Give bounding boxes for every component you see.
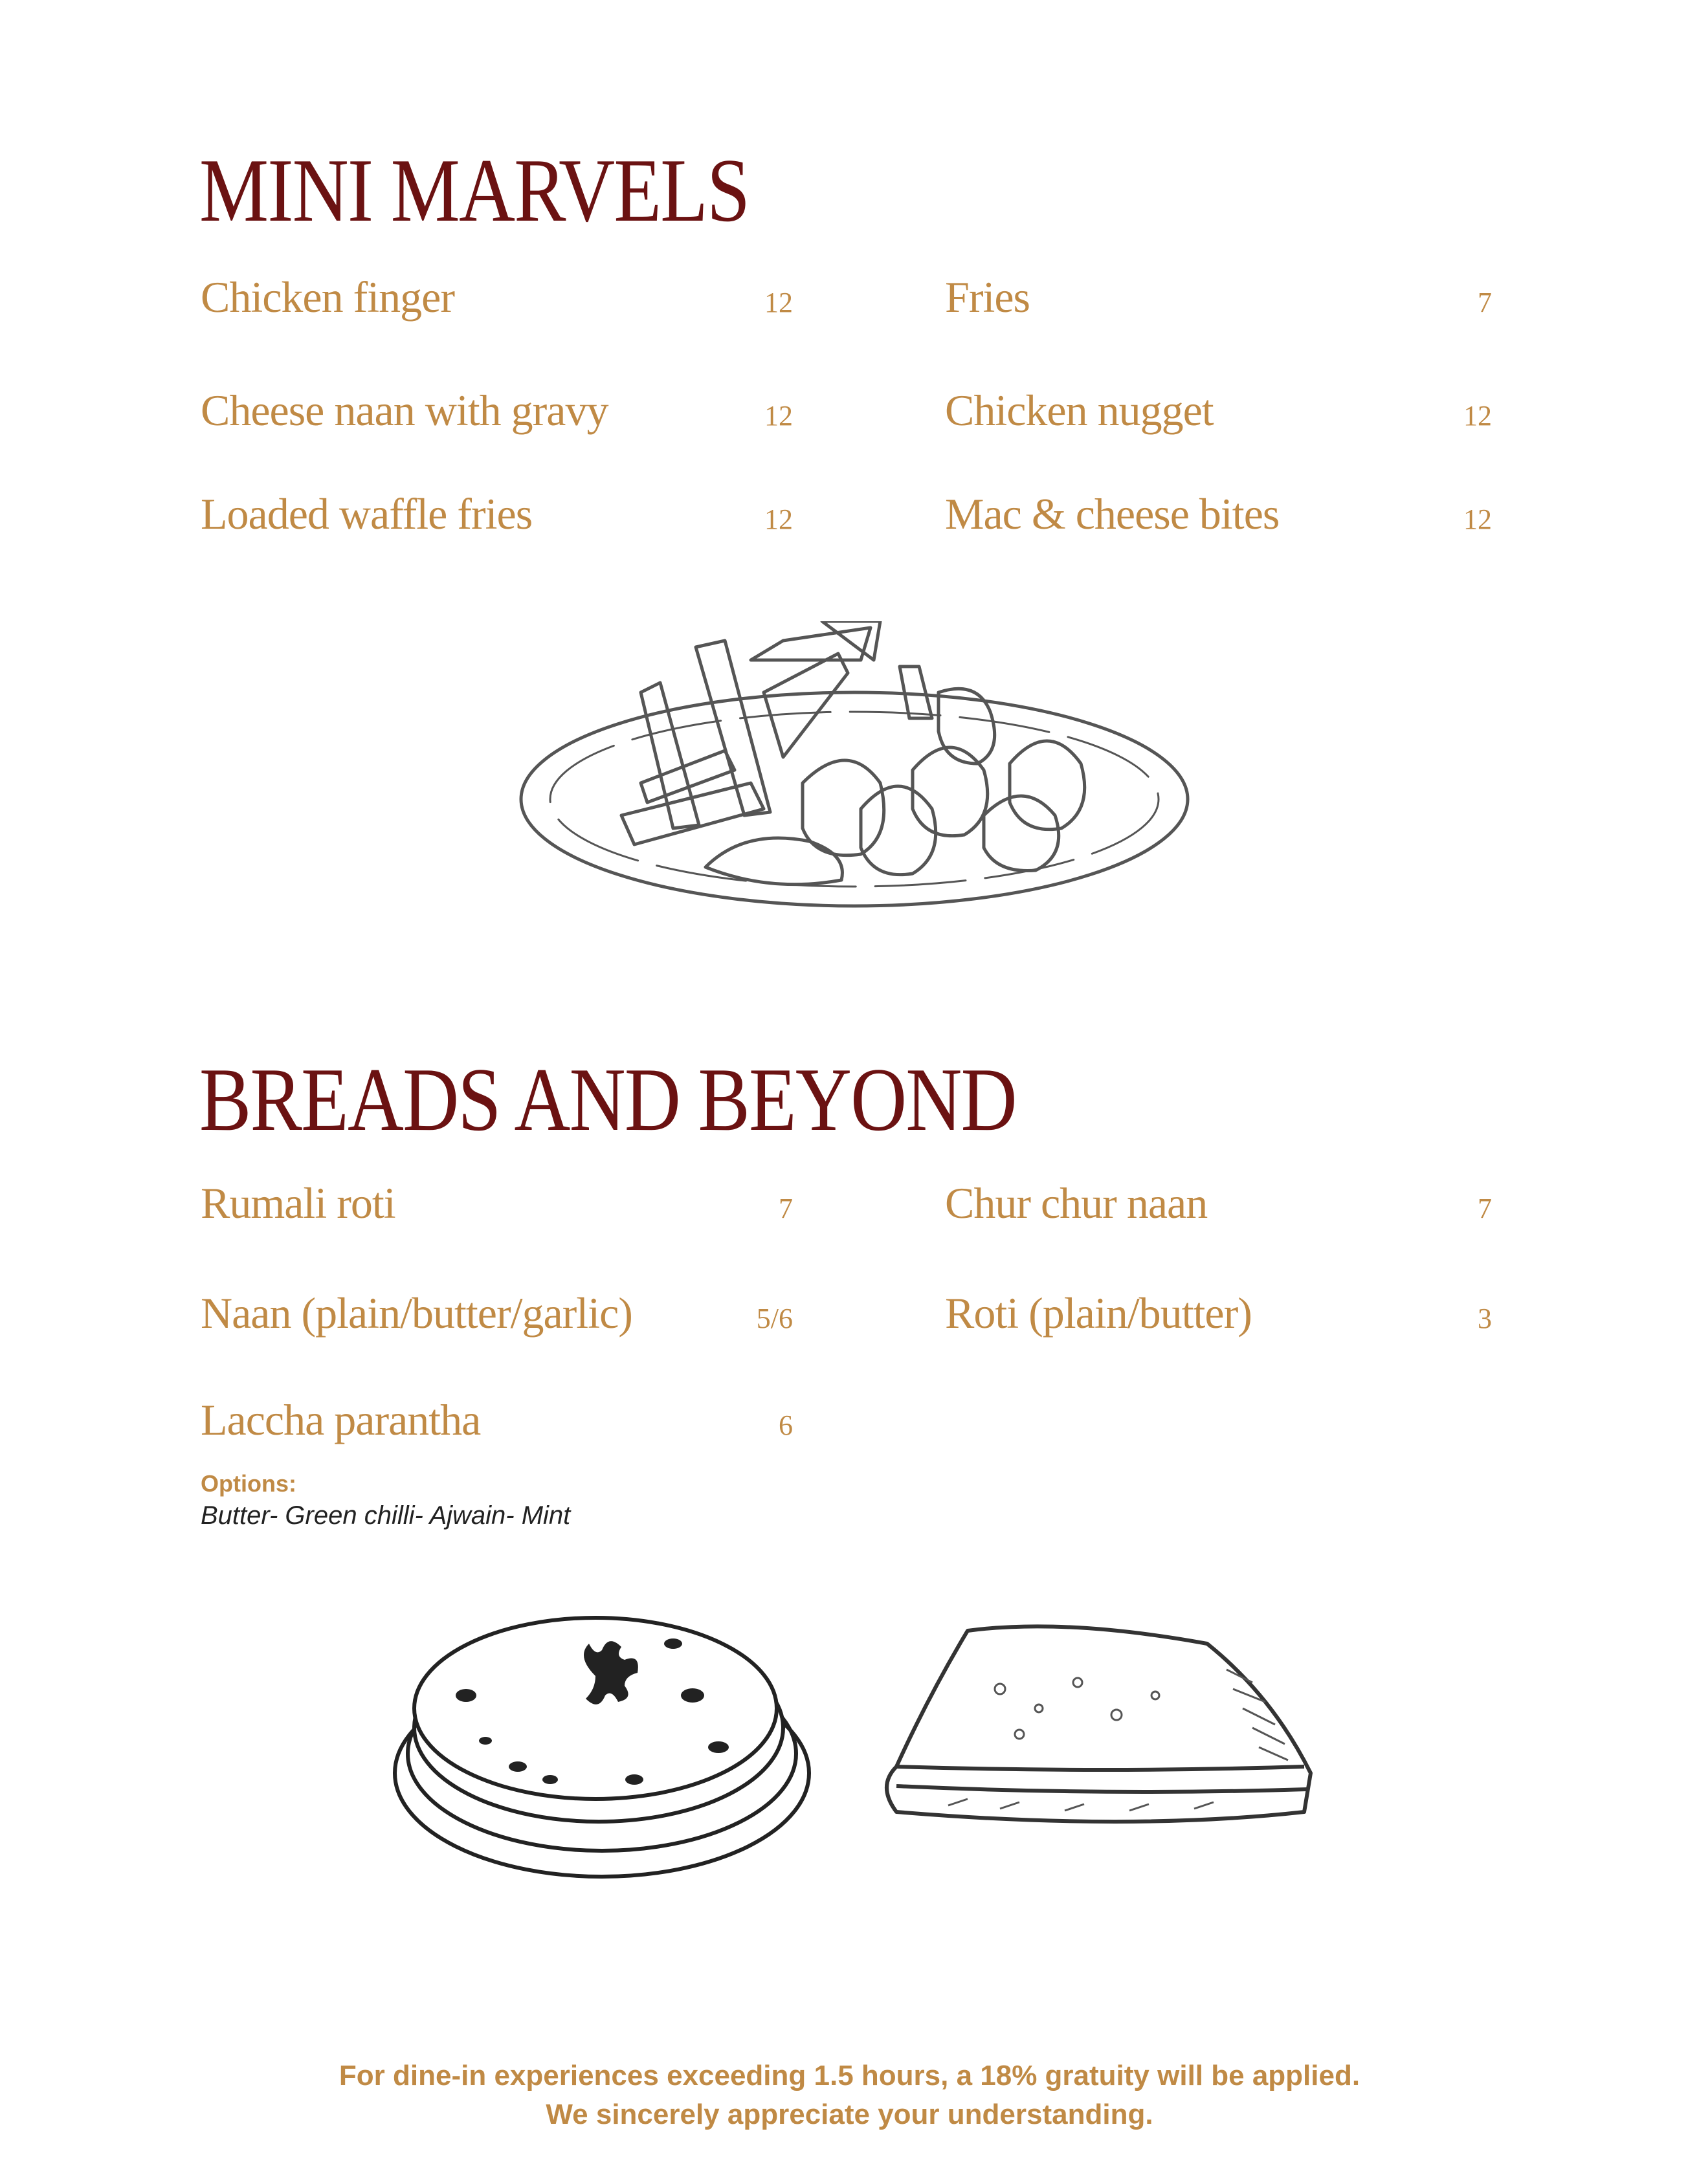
menu-item [945,489,1492,540]
menu-item [201,272,793,324]
options-label: Options: [201,1470,296,1497]
menu-item [945,1288,1492,1340]
menu-item [201,1395,793,1446]
menu-item [945,1178,1492,1230]
item-name: Chicken nugget [945,386,1214,435]
item-price: 5/6 [756,1303,793,1334]
item-name: Mac & cheese bites [945,489,1280,538]
item-price: 7 [779,1193,793,1224]
item-name: Fries [945,272,1030,322]
item-name: Chur chur naan [945,1178,1208,1228]
item-price: 6 [779,1409,793,1441]
section-title-breads-and-beyond: BREADS AND BEYOND [199,1050,1016,1150]
menu-item [945,385,1492,437]
item-price: 7 [1478,1193,1492,1224]
item-name: Laccha parantha [201,1395,481,1444]
menu-item [945,272,1492,324]
item-name: Roti (plain/butter) [945,1288,1252,1338]
item-price: 12 [1463,503,1492,535]
appreciation-note: We sincerely appreciate your understanding. [546,2099,1153,2130]
item-price: 12 [764,287,793,318]
menu-item [201,1178,793,1230]
gratuity-notice: For dine-in experiences exceeding 1.5 hours, a 18% gratuity will be applied. [339,2060,1360,2091]
menu-item [201,489,793,540]
section-title-mini-marvels: MINI MARVELS [199,140,750,241]
item-name: Naan (plain/butter/garlic) [201,1288,632,1338]
item-name: Cheese naan with gravy [201,386,608,435]
item-name: Rumali roti [201,1178,395,1228]
item-name: Loaded waffle fries [201,489,533,538]
item-name: Chicken finger [201,272,454,322]
plate-of-fries-and-nuggets-illustration [511,621,1197,912]
item-price: 7 [1478,287,1492,318]
options-text: Butter- Green chilli- Ajwain- Mint [201,1501,571,1530]
item-price: 3 [1478,1303,1492,1334]
folded-paratha-illustration [871,1618,1324,1838]
stacked-naan-illustration [388,1579,828,1890]
item-price: 12 [764,400,793,432]
menu-item [201,1288,793,1340]
item-price: 12 [764,503,793,535]
menu-item [201,385,793,437]
item-price: 12 [1463,400,1492,432]
